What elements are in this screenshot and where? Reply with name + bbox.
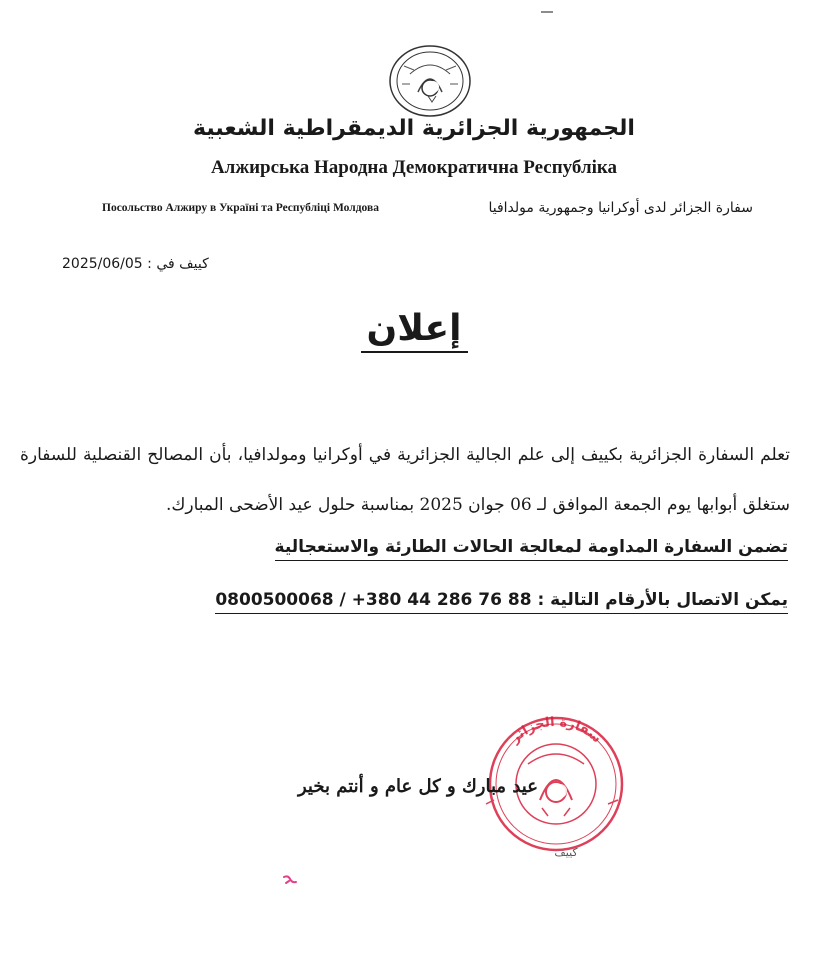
contact-line: [215, 590, 788, 614]
pink-ink-mark: [282, 872, 298, 886]
announcement-paragraph: تعلم السفارة الجزائرية بكييف إلى علم الجالية الجزائرية في أوكرانيا ومولدافيا، بأن المصالح القنصلية للسفارة ستغلق أبوابها يوم الجمعة الموافق لـ 06 جوان 2025 بمناسبة حلول عيد الأضحى المبارك.: [20, 445, 790, 515]
republic-title-ukrainian: Алжирська Народна Демократична Республіка: [210, 157, 618, 178]
date-line: [62, 256, 209, 272]
announcement-title: [0, 308, 828, 349]
date-label: كييف في :: [147, 256, 209, 272]
duty-line: تضمن السفارة المداومة لمعالجة الحالات الطارئة والاستعجالية: [275, 537, 788, 561]
embassy-name-arabic: سفارة الجزائر لدى أوكرانيا وجمهورية مولدافيا: [488, 200, 753, 216]
closing-greeting: عيد مبارك و كل عام و أنتم بخير: [298, 776, 538, 797]
stamp-text-city: كييف: [554, 846, 578, 859]
embassy-name-ukrainian: Посольство Алжиру в Україні та Республіці Молдова: [102, 202, 379, 214]
announcement-title-text: إعلان: [361, 308, 468, 353]
stamp-text-top: سفارة الجزائر: [507, 714, 605, 747]
republic-title-arabic: الجمهورية الجزائرية الديمقراطية الشعبية: [193, 116, 635, 141]
phone-numbers: 0800500068 / +380 44 286 76 88: [215, 590, 532, 610]
contact-label: يمكن الاتصال بالأرقام التالية :: [537, 590, 788, 610]
top-ink-mark: [540, 0, 554, 6]
svg-text:سفارة الجزائر: [507, 715, 604, 747]
state-emblem: [388, 44, 472, 118]
date-value: 2025/06/05: [62, 256, 143, 272]
